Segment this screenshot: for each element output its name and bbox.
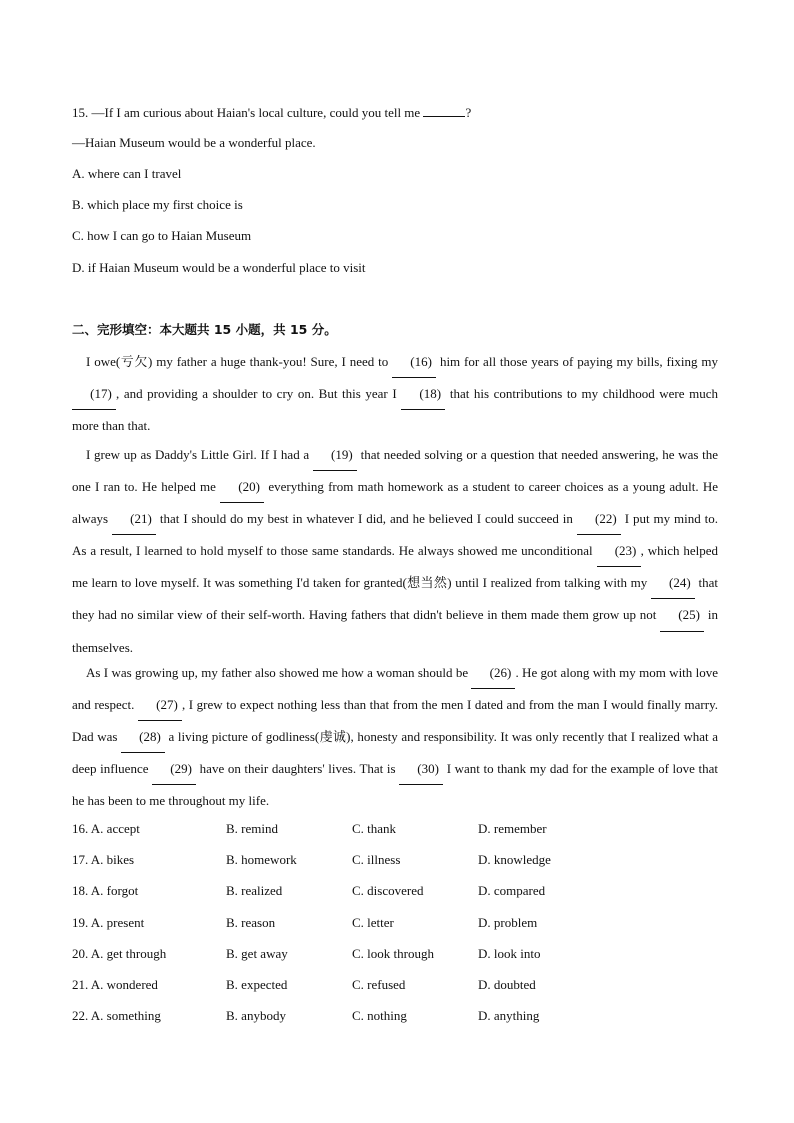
option-c: C. how I can go to Haian Museum [72, 228, 252, 243]
choice-option: D. compared [478, 883, 546, 899]
choice-row [72, 1008, 722, 1024]
choice-option: C. look through [352, 945, 434, 961]
choice-option: 22. A. something [72, 1008, 161, 1024]
cloze-blank: (24) [651, 567, 695, 599]
choice-option: C. refused [352, 977, 406, 992]
passage-text: that needed solving or a question that needed answering, he was the one I ran to. He helped me [72, 447, 718, 495]
passage-text: , and providing a shoulder to cry on. But this year I [116, 386, 402, 402]
passage-text: have on their daughters' lives. That is [196, 761, 400, 777]
cloze-blank: (17) [72, 378, 116, 410]
passage-text: I owe(亏欠) my father a huge thank-you! Sure, I need to [86, 354, 393, 369]
section-heading: 二、完形填空：本大题共 15 小题，共 15 分。 [72, 322, 337, 337]
question-15-reply: —Haian Museum would be a wonderful place. [72, 135, 316, 150]
choice-option: C. thank [352, 821, 397, 836]
passage-text: I put my mind to. As a result, I learned to hold myself to those same standards. He always showed me unconditional [72, 511, 719, 559]
passage-text: I want to thank my dad for the example of love that he has been to me throughout my life. [72, 761, 718, 809]
choice-option: D. look into [478, 945, 541, 961]
choice-row [72, 946, 722, 962]
choice-option: B. reason [226, 914, 276, 930]
choice-option: 18. A. forgot [72, 883, 139, 899]
choice-option: B. remind [226, 821, 278, 836]
option-d: D. if Haian Museum would be a wonderful place to visit [72, 260, 366, 275]
choice-option: D. problem [478, 914, 538, 930]
passage-text: that they had no similar view of their self-worth. Having fathers that didn't believe in them made them grow up not [72, 575, 718, 623]
question-15-stem [72, 104, 471, 121]
choice-option: C. illness [352, 852, 401, 868]
passage-text: , I grew to expect nothing less than that from the men I dated and from the man I would finally marry. Dad was [72, 697, 718, 745]
cloze-blank: (21) [112, 503, 156, 535]
choice-row [72, 852, 722, 868]
choice-option: D. knowledge [478, 852, 551, 868]
passage-text: everything from math homework as a student to career choices as a young adult. He always [72, 479, 718, 527]
choice-row [72, 821, 722, 837]
choice-option: 20. A. get through [72, 945, 167, 961]
cloze-blank: (22) [577, 503, 621, 535]
cloze-blank: (28) [121, 721, 165, 753]
passage-text: a living picture of godliness(虔诚), honesty and responsibility. It was only recently that I realized what a deep influence [72, 729, 718, 777]
passage-paragraph-2 [72, 439, 718, 663]
cloze-blank: (25) [660, 599, 704, 631]
question-stem-end: ? [465, 105, 472, 120]
choice-option: B. anybody [226, 1008, 286, 1024]
choice-option: B. homework [226, 852, 297, 868]
cloze-blank: (23) [597, 535, 641, 567]
cloze-blank: (27) [138, 689, 182, 721]
choice-option: 19. A. present [72, 914, 145, 930]
choice-option: D. doubted [478, 977, 536, 992]
choice-option: 21. A. wondered [72, 977, 158, 992]
choice-option: C. letter [352, 914, 394, 930]
cloze-blank: (19) [313, 439, 357, 471]
choice-option: 16. A. accept [72, 821, 140, 836]
passage-text: that his contributions to my childhood were much more than that. [72, 386, 718, 434]
passage-text: him for all those years of paying my bills, fixing my [436, 354, 718, 369]
choice-option: B. realized [226, 883, 283, 899]
question-stem-text: 15. —If I am curious about Haian's local culture, could you tell me [72, 105, 424, 120]
choice-option: B. get away [226, 945, 288, 961]
passage-text: . He got along with my mom with love and respect. [72, 665, 719, 713]
answer-blank [423, 104, 465, 117]
choice-row [72, 883, 722, 899]
passage-paragraph-3 [72, 657, 718, 816]
choice-option: C. discovered [352, 883, 424, 899]
option-a: A. where can I travel [72, 166, 182, 181]
cloze-blank: (29) [152, 753, 196, 785]
passage-text: , which helped me learn to love myself. It was something I'd taken for granted(想当然) until I realized from talking with my [72, 543, 719, 591]
choice-row [72, 915, 722, 931]
passage-paragraph-1 [72, 346, 718, 441]
cloze-blank: (18) [401, 378, 445, 410]
choice-option: D. remember [478, 821, 547, 836]
choice-row [72, 977, 722, 993]
choice-option: D. anything [478, 1008, 540, 1024]
passage-text: in themselves. [72, 607, 719, 655]
cloze-blank: (20) [220, 471, 264, 503]
passage-text: that I should do my best in whatever I did, and he believed I could succeed in [156, 511, 577, 527]
choice-option: C. nothing [352, 1008, 407, 1024]
cloze-blank: (16) [392, 346, 436, 378]
choice-option: B. expected [226, 977, 288, 992]
cloze-blank: (26) [471, 657, 515, 689]
choice-option: 17. A. bikes [72, 852, 135, 868]
passage-text: I grew up as Daddy's Little Girl. If I had a [86, 447, 313, 462]
cloze-blank: (30) [399, 753, 443, 785]
passage-text: As I was growing up, my father also showed me how a woman should be [86, 665, 472, 680]
option-b: B. which place my first choice is [72, 197, 243, 212]
